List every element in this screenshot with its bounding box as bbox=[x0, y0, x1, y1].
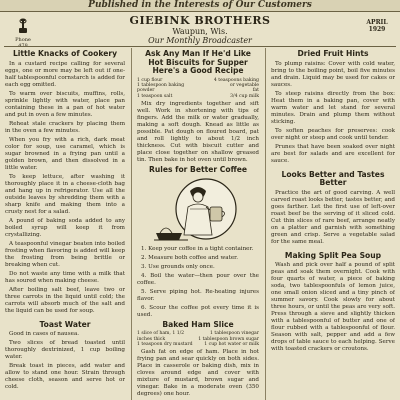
article-title-hot-biscuits: Ask Any Man If He'd Like Hot Biscuits for Supper Here's a Good Recipe bbox=[145, 50, 251, 75]
article-paragraph: Two slices of bread toasted until thoroughly dextrinized, 1 cup boiling water. bbox=[5, 340, 125, 360]
firm-name: GIEBINK BROTHERS bbox=[129, 14, 271, 27]
article-title-dried-fruit: Dried Fruit Hints bbox=[297, 50, 369, 58]
ingredient-list-ham bbox=[137, 331, 259, 347]
phone-label: Phone bbox=[15, 37, 31, 43]
article-paragraph: A pound of baking soda added to any boiled syrup will keep it from crystallizing. bbox=[5, 217, 125, 238]
rule-text: 1. Keep your coffee in a tight container. bbox=[141, 245, 254, 252]
ingredient: 1 slice of ham, 1 1/2 bbox=[137, 331, 185, 337]
column-divider bbox=[265, 48, 266, 400]
article-paragraph: To soften peaches for preserves: cook over night or steep and cook until tender. bbox=[271, 127, 395, 141]
article-paragraph: To plump raisins: Cover with cold water, bring to the boiling point, boil five minutes and drain. Liquid may be used for cakes or sauces. bbox=[271, 60, 395, 88]
list-item bbox=[137, 305, 259, 319]
ingredient: 1 cup hot water or milk bbox=[204, 341, 259, 347]
ingredient: inches thick bbox=[137, 336, 166, 342]
article-paragraph: Mix dry ingredients together and sift well. Work in shortening with tips of fingers. Add the milk or water gradually, making a soft dough. Knead as little as possible. Pat dough on floured board, pat and roll lightly to about 1/2 inch thickness. Cut with biscuit cutter and place close together on shallow greased tin. Then bake in hot oven until brown. bbox=[137, 101, 259, 164]
coffee-rules-list bbox=[137, 246, 259, 319]
masthead-header bbox=[0, 13, 400, 45]
article-title-carving: Looks Better and Tastes Better bbox=[281, 169, 385, 187]
article-paragraph: Reheat stale crackers by placing them in the oven a few minutes. bbox=[5, 120, 125, 134]
list-item bbox=[137, 273, 259, 287]
column-right bbox=[271, 50, 395, 400]
article-title-baked-ham: Baked Ham Slice bbox=[162, 319, 234, 329]
ingredient: 1 teaspoon dry mustard bbox=[137, 341, 193, 347]
telephone-icon bbox=[16, 18, 30, 34]
article-paragraph: To keep lettuce, after washing it thoroughly place it in a cheese-cloth bag and hang up in refrigerator. Use all the outside leaves by shredding them with a sharp knife and making them into a crusty nest for a salad. bbox=[5, 173, 125, 215]
masthead-title-block bbox=[100, 15, 300, 45]
article-title-cookery-knacks: Little Knacks of Cookery bbox=[12, 50, 118, 58]
firm-location: Waupun, Wis. bbox=[172, 27, 228, 36]
issue-year: 1929 bbox=[368, 26, 386, 33]
issue-month: APRIL bbox=[366, 19, 388, 26]
article-paragraph: When you fry with a rich, dark meat color for soup, use caramel, which is sugar browned in a frying pan until a golden brown, and then dissolved in a little water. bbox=[5, 136, 125, 171]
ingredient-list-biscuits bbox=[137, 78, 259, 100]
list-item bbox=[137, 264, 259, 271]
ingredient: or vegetable bbox=[229, 82, 259, 88]
rule-text: 3. Use grounds only once. bbox=[141, 263, 215, 270]
article-paragraph: In a custard recipe calling for several eggs, one or more may be left out if one-half tablespoonful cornstarch is added for each egg omitted. bbox=[5, 60, 125, 88]
phone-block bbox=[8, 18, 38, 49]
article-paragraph: After boiling salt beef, leave two or three carrots in the liquid until cold; the carrots will absorb much of the salt and the liquid can be used for soup. bbox=[5, 286, 125, 314]
ingredient: fat bbox=[252, 88, 259, 94]
list-item bbox=[137, 255, 259, 262]
rule-text: 4. Boil the water—then pour over the coffee. bbox=[137, 272, 259, 286]
ingredient: 4 teaspoons baking bbox=[213, 77, 259, 83]
ingredient: 1 teaspoon salt bbox=[137, 93, 173, 99]
article-paragraph: Wash and pick over half a pound of split peas and soak them overnight. Cook with four quarts of water, a piece of baking soda, two tablespoonfuls of lemon juice, one small onion sliced and a tiny pinch of summer savory. Cook slowly for about three hours, or until the peas are very soft. Press through a sieve and slightly thicken with a tablespoonful of butter and one of flour rubbed with a tablespoonful of flour. Season with salt, pepper and add a few drops of table sauce to each helping. Serve with toasted crackers or croutons. bbox=[271, 262, 395, 352]
column-middle bbox=[137, 50, 259, 400]
issue-date bbox=[362, 19, 392, 33]
column-left bbox=[5, 50, 125, 400]
article-paragraph: Break toast in pieces, add water and allow to stand one hour. Strain through cheese cloth, season and serve hot or cold. bbox=[5, 363, 125, 390]
header-rule bbox=[4, 46, 396, 47]
ingredient: powder bbox=[137, 88, 155, 94]
article-paragraph: Do not waste any time with a milk that has soured when making cheese. bbox=[5, 270, 125, 284]
publication-banner: Published in the Interests of Our Customers bbox=[0, 0, 400, 12]
newsletter-subtitle: Our Monthly Broadcaster bbox=[148, 36, 252, 45]
article-title-toast-water: Toast Water bbox=[39, 319, 91, 329]
article-paragraph: To steep raisins directly from the box: Heat them in a baking pan, cover with warm water and let stand for several minutes. Drain and plump them without sticking. bbox=[271, 90, 395, 125]
article-title-split-pea-soup: Making Split Pea Soup bbox=[284, 250, 382, 260]
woman-with-coffee-pot-illustration bbox=[152, 177, 244, 243]
rule-text: 6. Scour the coffee pot every time it is used. bbox=[137, 304, 259, 318]
column-divider bbox=[131, 48, 132, 400]
article-paragraph: Gash fat on edge of ham. Place in hot frying pan and sear quickly on both sides. Place in casserole or baking dish, mix in cloves around edge and cover with mixture of mustard, brown sugar and vinegar. Bake in a moderate oven (350 degrees) one hour. bbox=[137, 349, 259, 398]
list-item bbox=[137, 246, 259, 253]
rule-text: 5. Serve piping hot. Re-heating injures flavor. bbox=[137, 288, 259, 302]
ingredient: 1 cup flour bbox=[137, 77, 163, 83]
rule-text: 2. Measure both coffee and water. bbox=[141, 254, 238, 261]
ingredient: 1 tablespoon vinegar bbox=[210, 331, 259, 337]
article-paragraph: To warm over biscuits, muffins, rolls, sprinkle lightly with water, place pan containing these in a pan of hot water and put in oven a few minutes. bbox=[5, 90, 125, 118]
ingredient: 1 tablespoon brown sugar bbox=[198, 336, 259, 342]
article-title-coffee-rules: Rules for Better Coffee bbox=[148, 165, 248, 175]
list-item bbox=[137, 289, 259, 303]
ingredient: 3/4 cup milk bbox=[230, 93, 259, 99]
ingredient: 1 tablespoon baking bbox=[137, 82, 185, 88]
article-paragraph: Prunes that have been soaked over night are best for salads and are excellent for sauce. bbox=[271, 143, 395, 164]
article-paragraph: A teaspoonful vinegar beaten into boiled frosting when flavoring is added will keep the frosting from being brittle or breaking when cut. bbox=[5, 240, 125, 268]
article-paragraph: Practice the art of good carving. A well carved roast looks better, tastes better, and goes farther. Let the first use of left-over roast beef be the serving of it sliced cold. Cut thin slices of rare beef, arrange neatly on a platter and garnish with something green and crisp. Serve a vegetable salad for the same meal. bbox=[271, 189, 395, 245]
article-paragraph: Good in cases of nausea. bbox=[9, 331, 80, 337]
